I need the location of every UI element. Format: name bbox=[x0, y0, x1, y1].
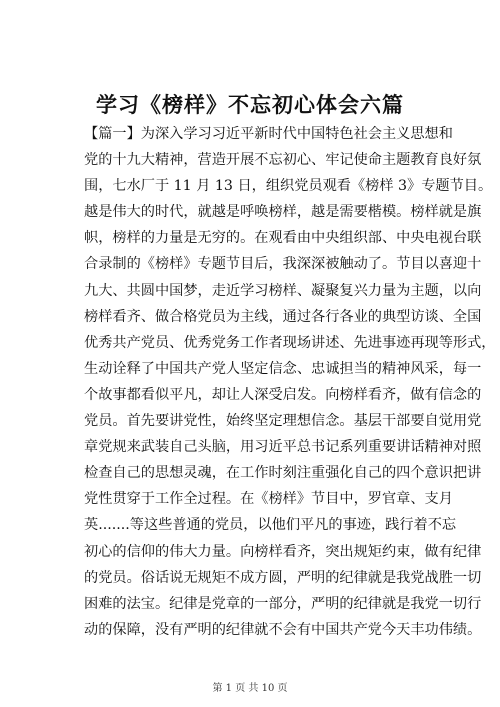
body-line: 初心的信仰的伟大力量。向榜样看齐，突出规矩约束，做有纪律 bbox=[84, 543, 482, 560]
body-line: 越是伟大的时代，就越是呼唤榜样，越是需要楷模。榜样就是旗 bbox=[84, 204, 482, 221]
body-line: 生动诠释了中国共产党人坚定信念、忠诚担当的精神风采，每一 bbox=[84, 360, 482, 377]
page-number-footer: 第 1 页 共 10 页 bbox=[212, 683, 288, 694]
body-line: 九大、共圆中国梦，走近学习榜样、凝聚复兴力量为主题，以向 bbox=[84, 282, 482, 299]
body-line: 党的十九大精神，营造开展不忘初心、牢记使命主题教育良好氛 bbox=[84, 152, 482, 169]
body-line: 帜，榜样的力量是无穷的。在观看由中央组织部、中央电视台联 bbox=[84, 230, 482, 247]
document-title: 学习《榜样》不忘初心体会六篇 bbox=[96, 92, 404, 117]
body-line: 的党员。俗话说无规矩不成方圆，严明的纪律就是我党战胜一切 bbox=[84, 569, 482, 586]
body-line: 优秀共产党员、优秀党务工作者现场讲述、先进事迹再现等形式， bbox=[84, 334, 496, 351]
body-line: 党性贯穿于工作全过程。在《榜样》节目中，罗官章、支月 bbox=[84, 491, 453, 508]
body-line: 动的保障，没有严明的纪律就不会有中国共产党今天丰功伟绩。 bbox=[84, 621, 482, 638]
body-line: 榜样看齐、做合格党员为主线，通过各行各业的典型访谈、全国 bbox=[84, 308, 482, 325]
body-line: 检查自己的思想灵魂，在工作时刻注重强化自己的四个意识把讲 bbox=[84, 465, 482, 482]
body-line: 合录制的《榜样》专题节目后，我深深被触动了。节目以喜迎十 bbox=[84, 256, 482, 273]
body-line: 英.......等这些普通的党员，以他们平凡的事迹，践行着不忘 bbox=[84, 517, 457, 534]
document-body bbox=[84, 121, 496, 643]
body-line: 困难的法宝。纪律是党章的一部分，严明的纪律就是我党一切行 bbox=[84, 595, 482, 612]
body-line: 个故事都看似平凡，却让人深受启发。向榜样看齐，做有信念的 bbox=[84, 386, 482, 403]
body-line: 【篇一】为深入学习习近平新时代中国特色社会主义思想和 bbox=[84, 126, 453, 142]
body-line: 围，七水厂于 11 月 13 日，组织党员观看《榜样 3》专题节目。 bbox=[84, 178, 493, 195]
body-line: 党员。首先要讲党性，始终坚定理想信念。基层干部要自觉用党 bbox=[84, 413, 482, 430]
body-line: 章党规来武装自己头脑，用习近平总书记系列重要讲话精神对照 bbox=[84, 439, 482, 456]
